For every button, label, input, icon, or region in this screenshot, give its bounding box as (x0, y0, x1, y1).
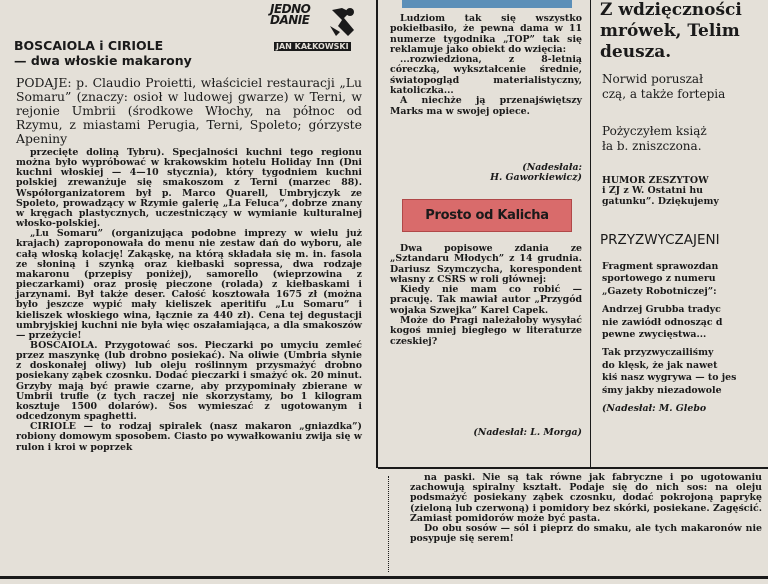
middle-paragraph: A niechże ją przenajświętszy Marks ma w swojej opiece. (390, 95, 582, 117)
chef-illustration-icon (328, 6, 358, 42)
right-heading-line-3: deusza. (600, 42, 672, 62)
right-body (602, 262, 768, 414)
right-small-line: i ZJ z W. Ostatni hu (602, 185, 704, 197)
right-section-title: PRZYZWYCZAJENI (600, 232, 720, 248)
logo-title (270, 4, 322, 26)
right-body-line: pewne zwycięstwa... (602, 329, 707, 341)
right-small-line: gatunku”. Dziękujemy (602, 195, 719, 207)
logo-author: JAN KAŁKOWSKI (276, 42, 349, 51)
middle-top-text (390, 14, 582, 117)
right-body-line: do klęsk, że jak nawet (602, 359, 718, 371)
right-credit: (Nadesłał: M. Glebo (602, 403, 707, 415)
kalicha-quote: Kiedy nie mam co robić — pracuję. Tak mawiał autor „Przygód wojaka Szwejka” Karel Capek. (390, 284, 582, 316)
right-small-line: HUMOR ZESZYTÓW (602, 176, 709, 186)
right-body-line: „Gazety Robotniczej”: (602, 285, 717, 297)
right-body-line: Andrzej Grubba tradyc (602, 304, 721, 316)
right-humor-note (602, 176, 768, 207)
right-heading-line-2: mrówek, Telim (600, 21, 740, 41)
right-body-line: Tak przyzwyczailiśmy (602, 347, 714, 359)
article-body (16, 148, 362, 453)
article-paragraph: przecięte doliną Tybru). Specjalności kuchni tego regionu można było wypróbować w krakowskim hotelu Holiday Inn (Dni kuchni włoskiej — 4—10 stycznia), który tygodniem kuchni polskiej zrewanżuje się smakoszom z Terni (marzec 88). Współorganizatorem był p. Marco Quarell, Umbryjczyk ze Spoleto, prowadzący w Rzymie galerię „La Feluca”, dobrze znany w kręgach plastycznych, uczestniczący w wymianie kulturalnej włosko-polskiej. (16, 147, 362, 230)
article-title-line-2: — dwa włoskie makarony (14, 53, 192, 68)
horizontal-divider (378, 467, 768, 469)
article-paragraph: CIRIOLE — to rodzaj spiralek (nasz makaron „gniazdka”) robiony domowym sposobem. Ciasto po wywałkowaniu zwija się w rulon i kroi w poprzek (16, 421, 362, 453)
right-text-line: Norwid poruszał (602, 72, 703, 86)
kalicha-text (390, 244, 582, 347)
page-bottom-rule (0, 576, 768, 579)
right-body-line: śmy jakby niezadowole (602, 384, 722, 396)
right-heading (600, 0, 768, 63)
section-title-kalicha (402, 199, 572, 232)
logo-line-1: JEDNO (270, 2, 311, 16)
credit-1 (390, 163, 582, 184)
middle-quote: ...rozwiedziona, z 8-letnią córeczką, wykształcenie średnie, światopogląd materialistyczny, katoliczka... (390, 54, 582, 97)
column-logo (270, 4, 362, 52)
logo-line-2: DANIE (270, 13, 310, 27)
credit-1-line-1: (Nadesłała: (522, 162, 582, 173)
right-text-line: czą, a także fortepia (602, 87, 726, 101)
right-heading-line-1: Z wdzięczności (600, 0, 742, 20)
column-divider-2 (590, 0, 591, 468)
article-paragraph: „Lu Somaru” (organizująca podobne imprezy w wielu już krajach) zaproponowała do menu nie zestaw dań do wyboru, ale całą włoską kolację! Zakąskę, na którą składała się m. in. fasola ze słoniną i szynką oraz kiełbaski sopressa, dwa rodzaje makaronu (przepisy poniżej), samorello (wieprzowina z pieczarkami) oraz prosię pieczone (rolada) z kiełbaskami i jarzynami. Był także deser. Całość kosztowała 1675 zł (można było jeszcze wypić mały kieliszek aperitifu „Lu Somaru” i kieliszek włoskiego wina, łącznie za 440 zł). Cena tej degustacji umbryjskiej kuchni nie była więc oszałamiająca, a dla smakoszów — przeżycie! (16, 228, 362, 341)
article-title (14, 38, 264, 68)
right-text-line: ła b. zniszczona. (602, 139, 702, 153)
middle-paragraph: Ludziom tak się wszystko pokiełbasiło, że pewna dama w 11 numerze tygodnika „TOP” tak się reklamuje jako obiekt do wzięcia: (390, 13, 582, 55)
right-text-1 (602, 72, 768, 102)
right-body-line: nie zawiódł odnosząc d (602, 316, 723, 328)
continuation-paragraph: Do obu sosów — sól i pieprz do smaku, ale tych makaronów nie posypuje się serem! (410, 523, 762, 545)
article-continuation (410, 473, 762, 544)
right-text-2 (602, 124, 768, 154)
kalicha-title: Prosto od Kalicha (425, 208, 549, 223)
continuation-marker (388, 476, 397, 572)
article-paragraph: BOSCAIOLA. Przygotować sos. Pieczarki po umyciu zemleć przez maszynkę (lub drobno posiekać). Na oliwie (Umbria słynie z doskonałej oliwy) lub oleju roślinnym przysmażyć drobno posiekany ząbek czosnku. Dodać pieczarki i smażyć ok. 20 minut. Grzyby mają być prawie czarne, aby przypominały zbierane w Umbrii trufle (z tych raczej nie skorzystamy, bo 1 kilogram kosztuje 1500 dolarów). Sos wymieszać z ugotowanym i odcedzonym spaghetti. (16, 339, 362, 423)
article-title-line-1: BOSCAIOLA i CIRIOLE (14, 38, 164, 53)
kalicha-paragraph: Może do Pragi należałoby wysyłać kogoś mniej biegłego w literaturze czeskiej? (390, 315, 582, 347)
kalicha-paragraph: Dwa popisowe zdania ze „Sztandaru Młodych” z 14 grudnia. Dariusz Szymczycha, korespondent własny z CSRS w roli głównej: (390, 243, 582, 285)
credit-2: (Nadesłał: L. Morga) (473, 427, 582, 438)
continuation-paragraph: na paski. Nie są tak równe jak fabryczne i po ugotowaniu zachowują spiralny kształt. Podaje się do nich sos: na oleju podsmażyć posiekany ząbek czosnku, dodać pokrojoną paprykę (zieloną lub czerwoną) i pomidory bez skórki, posiekane. Zagęścić. Zamiast pomidorów może być pasta. (410, 472, 762, 524)
section-header-bar (402, 0, 572, 8)
right-body-line: kiś nasz wygrywa — to jes (602, 372, 737, 384)
column-divider (376, 0, 378, 468)
right-body-line: Fragment sprawozdan (602, 262, 719, 272)
right-body-line: sportowego z numeru (602, 273, 716, 285)
article-lead: PODAJE: p. Claudio Proietti, właściciel restauracji „Lu Somaru” (znaczy: osioł w ludowej gwarze) w Terni, w rejonie Umbrii (środkowe Włochy, na północ od Rzymu, z miastami Perugia, Terni, Spoleto; górzyste Apeniny (16, 75, 362, 146)
credit-1-line-2: H. Gaworkiewicz) (490, 172, 582, 184)
right-text-line: Pożyczyłem książ (602, 124, 707, 138)
